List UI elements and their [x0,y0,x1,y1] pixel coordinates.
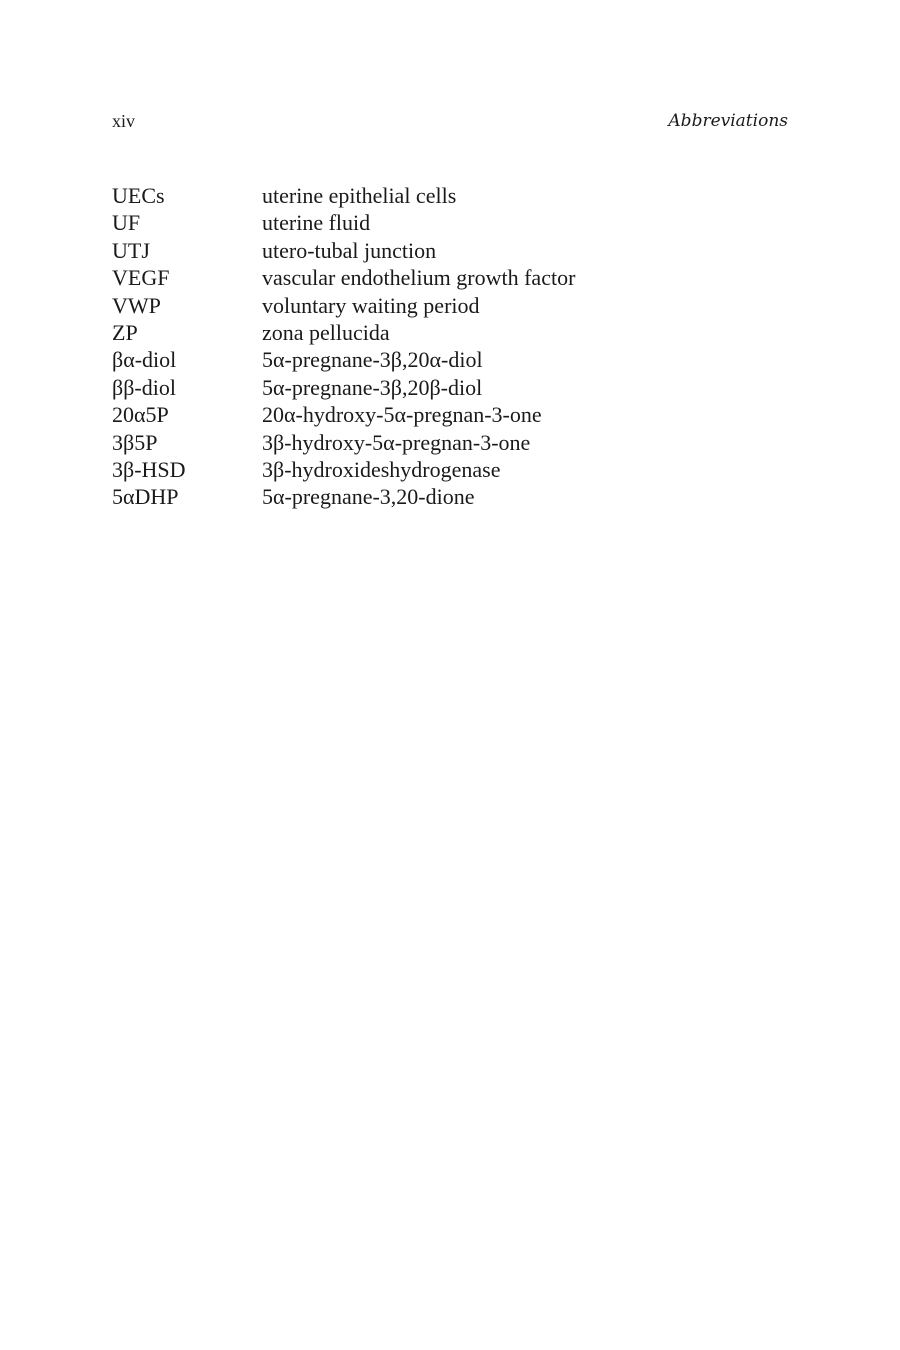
abbreviation-row [112,374,575,401]
abbreviation-row [112,264,575,291]
abbreviation-row [112,209,575,236]
abbreviation-row [112,456,575,483]
abbreviation-term: ββ-diol [112,374,176,400]
abbreviation-definition: 3β-hydroxideshydrogenase [262,457,501,483]
abbreviation-term: 3β-HSD [112,457,186,483]
abbreviation-term: UECs [112,183,165,208]
abbreviation-term: βα-diol [112,347,177,373]
abbreviation-term: VWP [112,292,161,318]
page-number: xiv [112,111,136,131]
abbreviation-row [112,483,575,510]
abbreviation-definition: vascular endothelium growth factor [262,265,576,291]
abbreviation-definition: 5α-pregnane-3,20-dione [262,484,475,510]
abbreviation-definition: 3β-hydroxy-5α-pregnan-3-one [262,429,531,455]
abbreviation-row [112,346,575,373]
abbreviation-definition: 20α-hydroxy-5α-pregnan-3-one [262,402,542,428]
abbreviation-definition: uterine fluid [262,210,371,236]
abbreviation-row [112,237,575,264]
abbreviation-term: ZP [112,320,138,346]
abbreviation-list [112,182,575,511]
abbreviation-row [112,292,575,319]
abbreviation-definition: uterine epithelial cells [262,183,457,208]
abbreviation-term: 20α5P [112,402,169,428]
abbreviation-row [112,401,575,428]
abbreviation-definition: zona pellucida [262,320,390,346]
abbreviation-definition: utero-tubal junction [262,237,437,263]
abbreviation-definition: 5α-pregnane-3β,20α-diol [262,347,483,373]
abbreviation-term: 3β5P [112,429,158,455]
abbreviation-definition: 5α-pregnane-3β,20β-diol [262,374,483,400]
abbreviation-row [112,429,575,456]
abbreviation-definition: voluntary waiting period [262,292,480,318]
abbreviation-term: VEGF [112,265,170,291]
running-head: Abbreviations [668,111,788,131]
abbreviation-term: UF [112,210,141,236]
abbreviation-row [112,319,575,346]
abbreviation-term: 5αDHP [112,484,179,510]
abbreviation-row [112,182,575,209]
abbreviation-term: UTJ [112,237,150,263]
